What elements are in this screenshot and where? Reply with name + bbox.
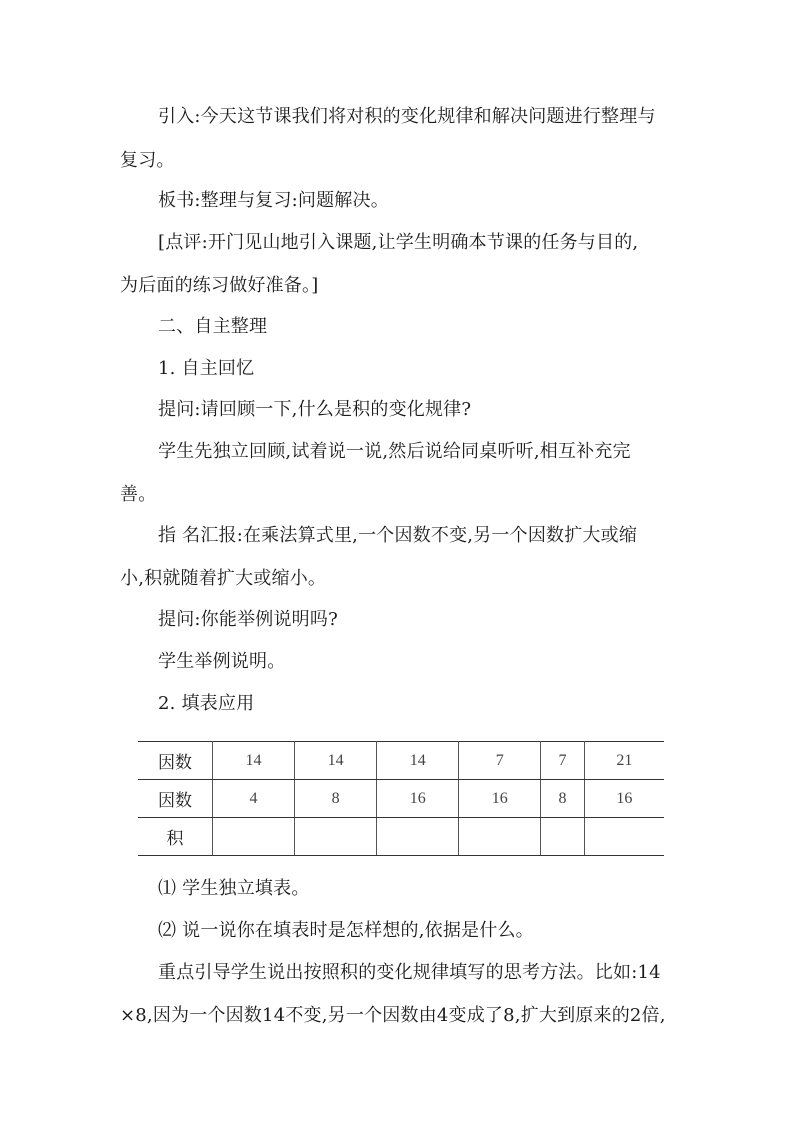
table-cell: 14	[295, 742, 377, 780]
table-cell-empty	[295, 818, 377, 856]
table-cell: 14	[213, 742, 295, 780]
table-cell: 16	[584, 780, 664, 818]
subsection-heading-2: 2. 填表应用	[158, 693, 255, 714]
row-label: 因数	[138, 780, 213, 818]
report-line2: 小,积就随着扩大或缩小。	[120, 568, 327, 589]
student-activity-line2: 善。	[120, 484, 157, 505]
guidance-line2: ×8,因为一个因数14不变,另一个因数由4变成了8,扩大到原来的2倍,	[120, 1005, 666, 1026]
table-cell: 8	[295, 780, 377, 818]
table-cell: 7	[459, 742, 541, 780]
paragraph-intro-line1: 引入:今天这节课我们将对积的变化规律和解决问题进行整理与	[158, 106, 656, 127]
section-heading: 二、自主整理	[158, 316, 268, 337]
row-label: 因数	[138, 742, 213, 780]
table-cell-empty	[541, 818, 584, 856]
table-row	[138, 818, 664, 856]
paragraph-comment-line1: [点评:开门见山地引入课题,让学生明确本节课的任务与目的,	[158, 232, 639, 253]
table-cell: 16	[459, 780, 541, 818]
student-activity-line1: 学生先独立回顾,试着说一说,然后说给同桌听听,相互补充完	[158, 441, 631, 462]
table-row	[138, 742, 664, 780]
guidance-line1: 重点引导学生说出按照积的变化规律填写的思考方法。比如:14	[158, 962, 661, 983]
table-cell-empty	[213, 818, 295, 856]
question-2: 提问:你能举例说明吗?	[158, 609, 338, 630]
paragraph-board: 板书:整理与复习:问题解决。	[158, 190, 389, 211]
table-row	[138, 780, 664, 818]
table-cell: 14	[377, 742, 459, 780]
numbered-item-2: ⑵ 说一说你在填表时是怎样想的,依据是什么。	[158, 920, 534, 941]
table-cell: 8	[541, 780, 584, 818]
table-cell-empty	[459, 818, 541, 856]
report-line1: 指 名汇报:在乘法算式里,一个因数不变,另一个因数扩大或缩	[158, 525, 638, 546]
factor-table	[138, 741, 664, 856]
table-cell: 4	[213, 780, 295, 818]
paragraph-comment-line2: 为后面的练习做好准备。]	[120, 275, 319, 296]
table-cell-empty	[584, 818, 664, 856]
table-cell: 16	[377, 780, 459, 818]
paragraph-intro-line2: 复习。	[120, 150, 175, 171]
row-label: 积	[138, 818, 213, 856]
numbered-item-1: ⑴ 学生独立填表。	[158, 878, 310, 899]
subsection-heading-1: 1. 自主回忆	[158, 358, 255, 379]
table-cell: 21	[584, 742, 664, 780]
question-1: 提问:请回顾一下,什么是积的变化规律?	[158, 399, 472, 420]
table-cell: 7	[541, 742, 584, 780]
table-cell-empty	[377, 818, 459, 856]
student-example: 学生举例说明。	[158, 651, 286, 672]
